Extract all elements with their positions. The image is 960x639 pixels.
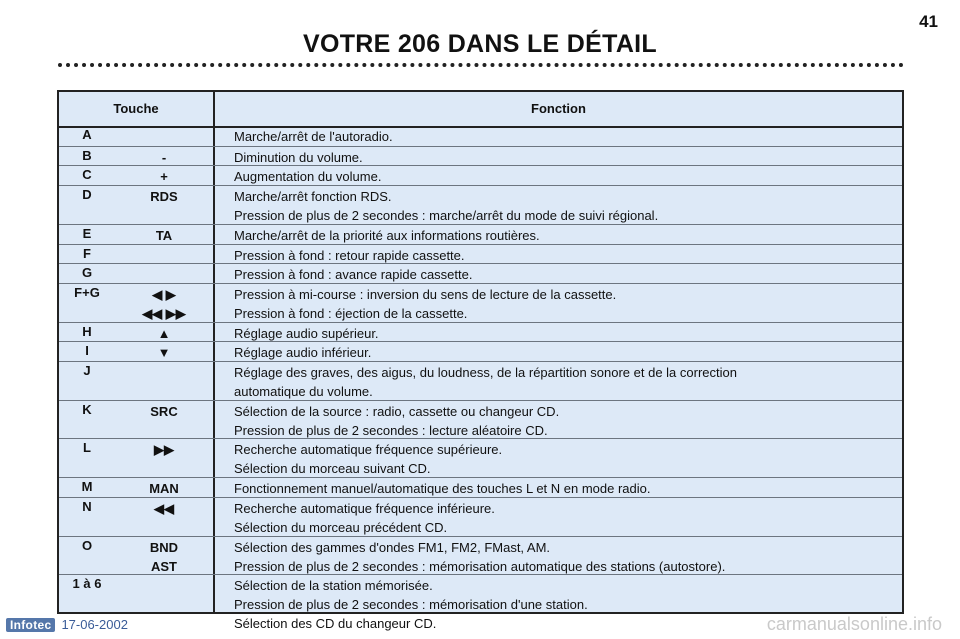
- row-symbol: [115, 576, 213, 595]
- row-function: [234, 127, 892, 146]
- row-key: 1 à 6: [72, 576, 102, 592]
- row-key: C: [82, 167, 92, 183]
- row-function-line: Augmentation du volume.: [234, 169, 382, 185]
- table-header: [59, 92, 902, 128]
- row-function-line: Sélection des CD du changeur CD.: [234, 616, 437, 632]
- row-symbol-line: ▼: [157, 345, 171, 361]
- row-symbol-line: [115, 246, 213, 265]
- row-function: [234, 440, 892, 478]
- row-symbol: [115, 187, 213, 206]
- row-symbol-line: MAN: [149, 481, 179, 497]
- row-symbol: [115, 226, 213, 245]
- row-key: F+G: [74, 284, 100, 300]
- row-function: [234, 499, 892, 537]
- row-symbol-line: RDS: [150, 189, 178, 205]
- row-symbol-line: [115, 576, 213, 595]
- row-symbol-line: ◀◀: [154, 500, 174, 516]
- row-function: [234, 265, 892, 284]
- row-symbol-line: ▲: [157, 325, 171, 341]
- row-function: [234, 148, 892, 167]
- row-function: [234, 402, 892, 440]
- row-function: [234, 187, 892, 225]
- dotted-rule: [58, 63, 904, 67]
- row-key: H: [82, 323, 92, 339]
- row-key: N: [82, 498, 92, 514]
- row-function-line: Recherche automatique fréquence inférieure.: [234, 500, 495, 516]
- table-row: [59, 165, 902, 186]
- header-fonction: Fonction: [531, 101, 586, 116]
- table-row: [59, 244, 902, 265]
- row-function-line: Pression de plus de 2 secondes : mémorisation d'une station.: [234, 597, 588, 613]
- table-row: [59, 341, 902, 362]
- table-row: [59, 497, 902, 537]
- row-symbol: [115, 499, 213, 518]
- row-key: J: [83, 363, 91, 378]
- row-function-line: Pression à fond : retour rapide cassette.: [234, 247, 465, 263]
- row-key: F: [83, 245, 91, 261]
- table-row: [59, 185, 902, 225]
- row-symbol-line: BND: [149, 539, 179, 555]
- row-function-line: Pression de plus de 2 secondes : lecture aléatoire CD.: [234, 422, 548, 438]
- table-row: [59, 438, 902, 478]
- row-symbol-line: [115, 127, 213, 146]
- row-key: M: [81, 479, 93, 495]
- row-symbol: [115, 265, 213, 284]
- table-row: [59, 536, 902, 576]
- row-function: [234, 343, 892, 362]
- row-symbol-line: ▶▶: [154, 442, 174, 458]
- page-number: 41: [919, 12, 938, 31]
- table-row: [59, 283, 902, 323]
- row-function: [234, 246, 892, 265]
- row-symbol: [115, 402, 213, 421]
- row-symbol-line: ◀◀ ▶▶: [142, 305, 186, 321]
- row-symbol: [115, 363, 213, 382]
- row-symbol: [115, 127, 213, 146]
- row-function-line: Sélection de la station mémorisée.: [234, 578, 433, 594]
- row-symbol: [115, 246, 213, 265]
- table-row: [59, 146, 902, 167]
- infotec-logo: Infotec: [6, 618, 55, 632]
- table-row: [59, 477, 902, 498]
- row-function-line: Réglage des graves, des aigus, du loudness, de la répartition sonore et de la correction: [234, 365, 737, 380]
- row-symbol-line: +: [160, 169, 168, 185]
- row-function-line: Marche/arrêt de la priorité aux informations routières.: [234, 227, 540, 243]
- page-title: VOTRE 206 DANS LE DÉTAIL: [302, 30, 657, 58]
- watermark: carmanualsonline.info: [766, 614, 942, 634]
- row-function-line: Fonctionnement manuel/automatique des touches L et N en mode radio.: [234, 481, 651, 497]
- row-key: O: [81, 537, 93, 553]
- row-key: I: [85, 343, 89, 359]
- row-symbol-line: -: [161, 149, 167, 165]
- row-symbol: [115, 167, 213, 186]
- row-symbol-line: ◀ ▶: [152, 286, 176, 302]
- row-function: [234, 167, 892, 186]
- row-function: [234, 324, 892, 343]
- row-function-line: Pression à fond : éjection de la cassette.: [234, 305, 468, 321]
- row-key: G: [81, 265, 93, 281]
- row-function-line: Pression à fond : avance rapide cassette.: [234, 267, 473, 283]
- row-symbol: [115, 343, 213, 362]
- row-symbol-line: AST: [151, 558, 177, 574]
- row-function-line: automatique du volume.: [234, 384, 373, 399]
- row-function-line: Pression de plus de 2 secondes : marche/arrêt du mode de suivi régional.: [234, 208, 659, 224]
- row-key: A: [82, 127, 92, 142]
- table-row: [59, 322, 902, 343]
- row-function-line: Réglage audio inférieur.: [234, 345, 372, 361]
- row-function-line: Sélection de la source : radio, cassette ou changeur CD.: [234, 403, 560, 419]
- row-symbol: [115, 479, 213, 498]
- row-symbol-line: SRC: [150, 403, 178, 419]
- row-function: [234, 538, 892, 576]
- table-row: [59, 263, 902, 284]
- row-function-line: Sélection du morceau précédent CD.: [234, 519, 448, 535]
- row-key: K: [82, 401, 92, 417]
- row-function: [234, 226, 892, 245]
- row-function-line: Recherche automatique fréquence supérieure.: [234, 442, 503, 458]
- row-symbol: [115, 148, 213, 167]
- footer: [6, 616, 128, 633]
- row-function: [234, 285, 892, 323]
- row-function-line: Pression de plus de 2 secondes : mémorisation automatique des stations (autostore).: [234, 558, 726, 574]
- row-function-line: Sélection du morceau suivant CD.: [234, 461, 431, 477]
- row-function: [234, 479, 892, 498]
- row-key: E: [82, 225, 92, 241]
- row-function-line: Diminution du volume.: [234, 149, 363, 165]
- table-row: [59, 400, 902, 440]
- row-function-line: Sélection des gammes d'ondes FM1, FM2, FMast, AM.: [234, 539, 551, 555]
- header-touche: Touche: [113, 101, 159, 116]
- row-symbol-line: TA: [155, 227, 173, 243]
- row-symbol: [115, 440, 213, 459]
- row-symbol: [115, 285, 213, 323]
- row-symbol-line: [115, 363, 213, 382]
- row-function-line: Pression à mi-course : inversion du sens de lecture de la cassette.: [234, 286, 617, 302]
- row-symbol: [115, 324, 213, 343]
- row-function-line: Réglage audio supérieur.: [234, 325, 379, 341]
- row-key: D: [82, 187, 92, 203]
- footer-date: 17-06-2002: [61, 617, 128, 632]
- row-function: [234, 363, 892, 401]
- table-row: [59, 224, 902, 245]
- table-row: [59, 361, 902, 401]
- table-row: [59, 126, 902, 146]
- row-function-line: Marche/arrêt de l'autoradio.: [234, 129, 393, 144]
- row-symbol-line: [115, 265, 213, 284]
- row-symbol: [115, 538, 213, 576]
- row-key: L: [83, 440, 91, 456]
- row-function-line: Marche/arrêt fonction RDS.: [234, 189, 392, 205]
- row-key: B: [82, 147, 92, 163]
